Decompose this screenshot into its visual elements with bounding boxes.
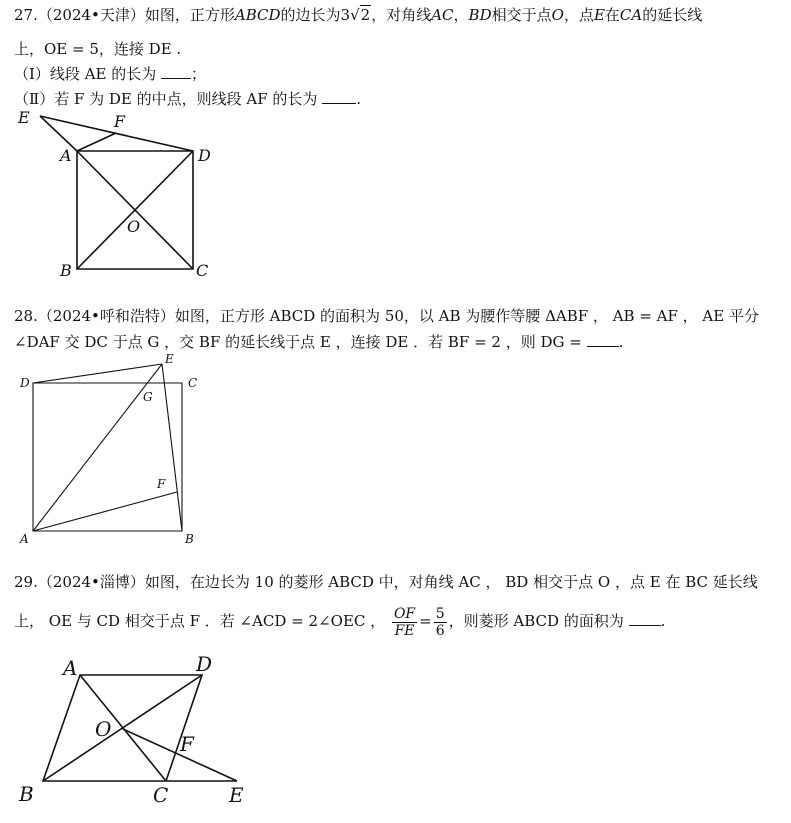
q29-rhombus	[43, 675, 237, 781]
q28-line2-end: .	[618, 333, 624, 351]
label-B: B	[19, 782, 34, 806]
q27-part1-text: （Ⅰ）线段 AE 的长为	[14, 65, 157, 83]
label-A: A	[20, 532, 29, 546]
label-A: A	[60, 146, 72, 165]
label-F: F	[157, 477, 166, 491]
q27-part2-end: .	[356, 90, 361, 108]
q29-line2-text: ，则菱形 ABCD 的面积为	[448, 612, 624, 630]
q27-text: AC	[431, 6, 454, 24]
q28-line2-text: ∠DAF 交 DC 于点 G ，交 BF 的延长线于点 E ，连接 DE ．若 BF = 2 ，则 DG =	[14, 333, 582, 351]
label-C: C	[196, 261, 209, 280]
label-D: D	[20, 376, 30, 390]
q27-text: 在	[604, 6, 620, 24]
label-A: A	[63, 656, 78, 680]
q27-line2: 上，OE = 5，连接 DE .	[14, 40, 182, 58]
label-C: C	[153, 783, 169, 807]
q27-text: 的边长为	[280, 6, 341, 24]
q27-text: ，	[453, 6, 469, 24]
q27-text: CA	[619, 6, 643, 24]
label-E: E	[229, 783, 244, 807]
q27-text: 27.（2024•天津）如图，正方形	[14, 6, 235, 24]
q29-line1: 29.（2024•淄博）如图，在边长为 10 的菱形 ABCD 中，对角线 AC ， BD 相交于点 O ，点 E 在 BC 延长线	[14, 573, 758, 591]
q29-line2-text: 上， OE 与 CD 相交于点 F ．若 ∠ACD = 2∠OEC ，	[14, 612, 386, 630]
q27-text: ABCD	[234, 6, 281, 24]
label-D: D	[198, 146, 211, 165]
label-F: F	[114, 112, 126, 131]
label-E: E	[18, 108, 30, 127]
sqrt-icon: √	[350, 6, 360, 24]
q27-text: E	[593, 6, 605, 24]
q27-part1-end: ；	[191, 65, 207, 83]
q27-text: O	[551, 6, 564, 24]
label-C: C	[188, 376, 198, 390]
q28-line1: 28.（2024•呼和浩特）如图，正方形 ABCD 的面积为 50，以 AB 为腰作等腰 ΔABF ， AB = AF ， AE 平分	[14, 307, 759, 325]
label-D: D	[196, 652, 213, 676]
q27-text: 3	[340, 6, 351, 24]
label-O: O	[127, 217, 141, 236]
q27-text: 2	[360, 6, 371, 24]
q27-text: 的延长线	[642, 6, 703, 24]
label-B: B	[60, 261, 72, 280]
q29-line2-end: .	[660, 612, 666, 630]
q27-text: ，点	[563, 6, 594, 24]
label-E: E	[165, 352, 174, 366]
q27-text: 相交于点	[491, 6, 552, 24]
label-G: G	[143, 390, 153, 404]
q27-text: ，对角线	[371, 6, 432, 24]
frac-denominator: 6	[435, 622, 445, 639]
equals-sign: =	[419, 612, 432, 630]
label-F: F	[180, 732, 194, 756]
q27-part2-text: （Ⅱ）若 F 为 DE 的中点，则线段 AF 的长为	[14, 90, 318, 108]
label-B: B	[185, 532, 194, 546]
frac-denominator: FE	[394, 622, 415, 639]
label-O: O	[95, 717, 112, 741]
frac-numerator: 5	[435, 605, 445, 622]
q27-text: BD	[468, 6, 492, 24]
frac-numerator: OF	[393, 605, 416, 622]
